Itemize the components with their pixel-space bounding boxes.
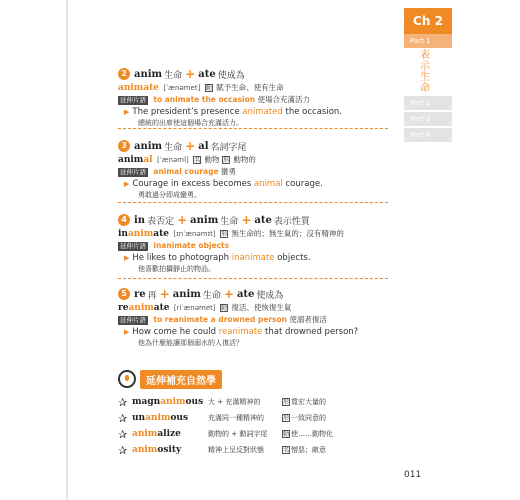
example-text: He likes to photograph [132,253,232,263]
supplement-row [118,442,390,458]
page-number: 011 [404,470,422,480]
headword-line [118,228,388,240]
headword-highlight: anim [128,303,154,313]
example-highlight: reanimate [218,327,263,337]
pronunciation: [ˈænəml] [156,156,189,164]
root-zh: 生命 [202,290,221,301]
root-en: in [134,214,146,226]
headword-suffix: ate [153,303,170,313]
plus-icon: + [241,213,252,227]
headword-line [118,154,388,166]
headword-line [118,302,388,314]
phrase-line [118,94,388,106]
root-en: ate [236,288,255,300]
root-en: anim [134,140,163,152]
pos-badge: 動 [221,305,228,312]
pronunciation: [ˈænəmet] [163,84,201,92]
supplement-word: unanimous [132,413,189,423]
vertical-section-title: 表示生命 [420,50,430,94]
example-text: How come he could [132,327,219,337]
supplement-morph: 充滿同一種精神的 [208,414,264,422]
root-zh: 表否定 [147,216,175,227]
root-zh: 名詞字尾 [210,142,247,153]
pos-badge: 名 [194,157,201,164]
pos-badge: 形 [283,415,290,422]
supplement-header [118,368,390,390]
section-number: 2 [118,68,130,80]
phrase-line [118,166,388,178]
root-zh: 再 [147,290,157,301]
root-formula [118,66,388,82]
entry-section-5 [118,286,388,348]
example-highlight: inanimate [231,253,275,263]
example-line [118,252,388,264]
tab-part-4[interactable]: Part 4 [404,128,452,142]
headword-prefix: anim [118,155,144,165]
tab-part-2[interactable]: Part 2 [404,96,452,110]
phrase: to animate the occasion [153,95,256,104]
divider [118,128,388,129]
example-line [118,326,388,338]
headword-prefix: re [118,303,129,313]
pronunciation: [ɪnˈænəmɪt] [173,230,216,238]
phrase-translation: 使溺者復活 [289,315,327,324]
root-en: anim [134,68,163,80]
example-highlight: animal [253,179,283,189]
supplement-title-a: 延伸補充 [146,375,186,387]
example-line [118,106,388,118]
pos-badge: 動 [205,85,212,92]
headword-prefix: in [118,229,128,239]
star-icon: ✰ [118,395,128,409]
example-text: objects. [274,253,311,263]
pos-badge: 形 [221,231,228,238]
root-en: al [198,140,209,152]
example-translation: 他喜歡拍攝靜止的物品。 [138,265,215,273]
divider [118,278,388,279]
headword-suffix: ate [153,229,170,239]
supplement-morph: 動物的 + 動詞字尾 [208,430,268,438]
example-line [118,178,388,190]
plus-icon: + [185,67,196,81]
section-number: 3 [118,140,130,152]
lightbulb-icon [118,370,136,388]
root-zh: 使成為 [217,70,245,81]
root-zh: 使成為 [256,290,284,301]
section-number: 5 [118,288,130,300]
root-formula [118,138,388,154]
extension-label: 延伸片語 [120,168,146,176]
meaning: 動物 [204,155,220,164]
plus-icon: + [159,287,170,301]
headword: animate [118,83,160,93]
binding-line [66,0,68,500]
supplement-row [118,394,390,410]
headword-line [118,82,388,94]
supplement-box [118,368,390,457]
supplement-definition: 憎惡；敵意 [291,446,326,454]
supplement-word: animalize [132,429,181,439]
supplement-row [118,426,390,442]
supplement-word: animosity [132,445,182,455]
meaning: 動物的 [233,155,256,164]
phrase: to reanimate a drowned person [153,315,287,324]
chapter-tab[interactable]: Ch 2 [404,8,452,34]
example-highlight: animated [242,107,283,117]
meaning: 復活、使恢復生氣 [231,303,292,312]
triangle-bullet-icon: ▶ [124,108,130,116]
root-zh: 表示性質 [273,216,310,227]
entry-section-2 [118,66,388,128]
triangle-bullet-icon: ▶ [124,328,130,336]
triangle-bullet-icon: ▶ [124,254,130,262]
phrase-translation: 使場合充滿活力 [257,95,311,104]
chapter-tab-column [404,0,462,500]
extension-label: 延伸片語 [120,316,146,324]
tab-part-1[interactable]: Part 1 [404,34,452,48]
pos-badge: 動 [283,431,290,438]
root-formula [118,286,388,302]
headword-highlight: anim [127,229,154,239]
entry-section-4 [118,212,388,274]
supplement-title [140,370,222,389]
plus-icon: + [223,287,234,301]
supplement-definition: 使……動物化 [291,430,333,438]
extension-label: 延伸片語 [120,242,146,250]
divider [118,202,388,203]
root-en: ate [198,68,216,80]
phrase: inanimate objects [153,241,230,250]
example-text: courage. [282,179,323,189]
tab-part-3[interactable]: Part 3 [404,112,452,126]
meaning: 賦予生命、使有生命 [216,83,284,92]
example-text: that drowned person? [262,327,359,337]
star-icon: ✰ [118,427,128,441]
triangle-bullet-icon: ▶ [124,180,130,188]
phrase-line [118,314,388,326]
phrase-translation: 蠻勇 [220,167,236,176]
supplement-title-b: 自然學 [186,375,216,387]
pronunciation: [riˈænəmet] [173,304,216,312]
supplement-definition: 一致同意的 [291,414,326,422]
example-text: The president’s presence [132,107,243,117]
root-en: re [134,288,146,300]
root-zh: 生命 [220,216,239,227]
star-icon: ✰ [118,443,128,457]
supplement-definition: 寬宏大量的 [291,398,326,406]
plus-icon: + [177,213,188,227]
supplement-row [118,410,390,426]
root-zh: 生命 [164,70,183,81]
entry-section-3 [118,138,388,200]
example-translation: 總統的出席使這個場合充滿活力。 [138,119,243,127]
extension-label: 延伸片語 [120,96,146,104]
example-translation: 他為什麼能讓那個溺水的人復活？ [138,339,243,347]
meaning: 無生命的；無生氣的；沒有精神的 [231,229,344,238]
example-translation: 勇敢過分即成蠻勇。 [138,191,201,199]
plus-icon: + [185,139,196,153]
pos-badge: 名 [283,447,290,454]
root-en: anim [190,214,219,226]
example-text: Courage in excess becomes [132,179,254,189]
headword-highlight: al [143,155,153,165]
root-zh: 生命 [164,142,183,153]
star-icon: ✰ [118,411,128,425]
example-text: the occasion. [282,107,342,117]
root-en: anim [172,288,201,300]
supplement-word: magnanimous [132,397,204,407]
root-formula [118,212,388,228]
section-number: 4 [118,214,130,226]
phrase: animal courage [153,167,219,176]
root-en: ate [254,214,272,226]
supplement-morph: 大 + 充滿精神的 [208,398,261,406]
supplement-morph: 精神上呈反對狀態 [208,446,264,454]
pos-badge: 形 [222,157,229,164]
pos-badge: 形 [283,399,290,406]
phrase-line [118,240,388,252]
